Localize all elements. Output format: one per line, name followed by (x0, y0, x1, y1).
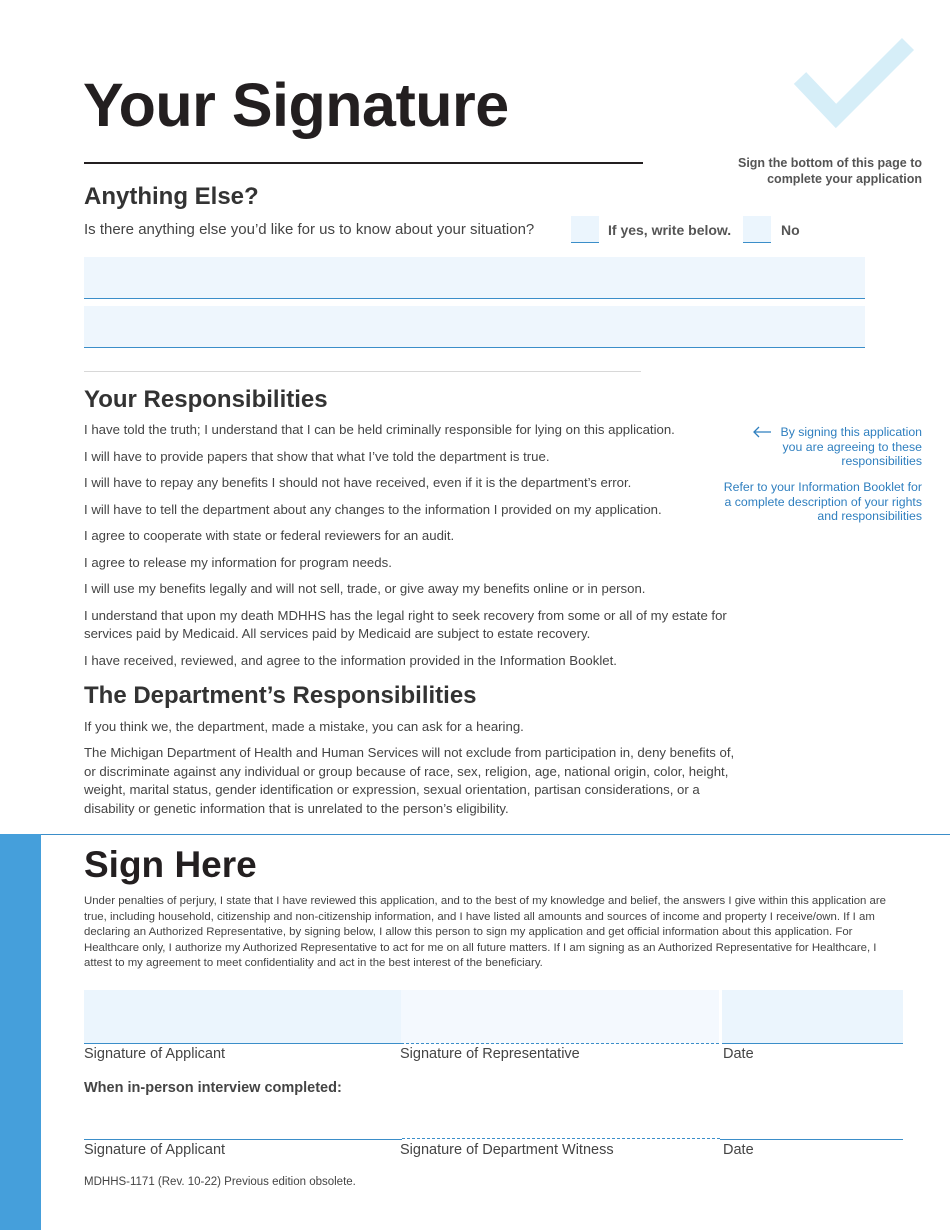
list-item: I have received, reviewed, and agree to the information provided in the Information Booklet. (84, 652, 617, 668)
list-item: I will use my benefits legally and will not sell, trade, or give away my benefits online or in person. (84, 581, 646, 596)
no-label: No (781, 222, 800, 238)
sign-here-rule (41, 834, 950, 835)
page-title: Your Signature (83, 71, 509, 139)
list-item: I agree to release my information for program needs. (84, 554, 392, 570)
list-item: I will have to provide papers that show that what I’ve told the department is true. (84, 448, 550, 464)
sign-here-heading: Sign Here (84, 844, 257, 885)
interview-date-line[interactable] (720, 1139, 903, 1140)
sign-here-band (0, 834, 41, 1230)
side-note-booklet: Refer to your Information Booklet for a complete description of your rights and responsibilities (723, 480, 922, 523)
witness-signature-label: Signature of Department Witness (400, 1142, 614, 1158)
anything-else-heading: Anything Else? (84, 183, 259, 210)
date-field[interactable] (722, 990, 903, 1044)
section-divider (84, 371, 641, 372)
interview-applicant-label: Signature of Applicant (84, 1142, 226, 1158)
sign-note: Sign the bottom of this page to complete your application (737, 156, 922, 186)
responsibilities-heading: Your Responsibilities (84, 386, 328, 413)
write-in-line-2[interactable] (84, 306, 865, 348)
department-hearing-text: If you think we, the department, made a mistake, you can ask for a hearing. (84, 719, 524, 734)
list-item: I understand that upon my death MDHHS has the legal right to seek recovery from some or all of my estate for services paid by Medicaid. All services paid by Medicaid are subject to estate recovery. (84, 607, 727, 641)
interview-applicant-signature-line[interactable] (84, 1139, 402, 1140)
date-label: Date (723, 1046, 754, 1062)
department-heading: The Department’s Responsibilities (84, 682, 477, 709)
nondiscrimination-text: The Michigan Department of Health and Human Services will not exclude from participation in, deny benefits of, or discriminate against any individual or group because of race, sex, religion, age, national origin, color, height, weight, marital status, gender identification or expression, sexual orientation, partisan considerations, or a disability or genetic information that is unrelated to the person’s eligibility. (84, 745, 735, 816)
yes-checkbox[interactable] (571, 216, 599, 243)
responsibilities-list (84, 421, 744, 678)
representative-signature-field[interactable] (401, 990, 719, 1044)
interview-date-label: Date (723, 1142, 754, 1158)
side-note-agreement: By signing this application you are agreeing to these responsibilities (780, 425, 922, 468)
representative-signature-label: Signature of Representative (400, 1046, 580, 1062)
perjury-statement: Under penalties of perjury, I state that I have reviewed this application, and to the best of my knowledge and belief, the answers I give within this application are true, including household, citizenship and non-citizenship information, and I have listed all amounts and sources of income and property I receive/own. If I am declaring an Authorized Representative, by signing below, I allow this person to sign my application and get official information about this application. For Healthcare only, I authorize my Authorized Representative to act for me on all future matters. If I am signing as an Authorized Representative for Healthcare, I attest to my agreement to meet confidentiality and act in the best interest of the beneficiary. (84, 895, 887, 970)
applicant-signature-label: Signature of Applicant (84, 1046, 226, 1062)
checkmark-icon (792, 36, 917, 132)
header-rule (84, 162, 643, 164)
yes-label: If yes, write below. (608, 222, 732, 238)
arrow-left-icon (752, 426, 772, 438)
interview-label: When in-person interview completed: (84, 1080, 342, 1096)
list-item: I agree to cooperate with state or federal reviewers for an audit. (84, 528, 455, 543)
form-footer: MDHHS-1171 (Rev. 10-22) Previous edition obsolete. (84, 1176, 356, 1188)
anything-else-question: Is there anything else you’d like for us to know about your situation? (84, 221, 535, 238)
no-checkbox[interactable] (743, 216, 771, 243)
list-item: I will have to tell the department about any changes to the information I provided on my application. (84, 501, 662, 517)
list-item: I have told the truth; I understand that I can be held criminally responsible for lying on this application. (84, 422, 675, 437)
witness-signature-line[interactable] (402, 1138, 720, 1139)
list-item: I will have to repay any benefits I should not have received, even if it is the department’s error. (84, 475, 632, 490)
write-in-line-1[interactable] (84, 257, 865, 299)
applicant-signature-field[interactable] (84, 990, 418, 1044)
